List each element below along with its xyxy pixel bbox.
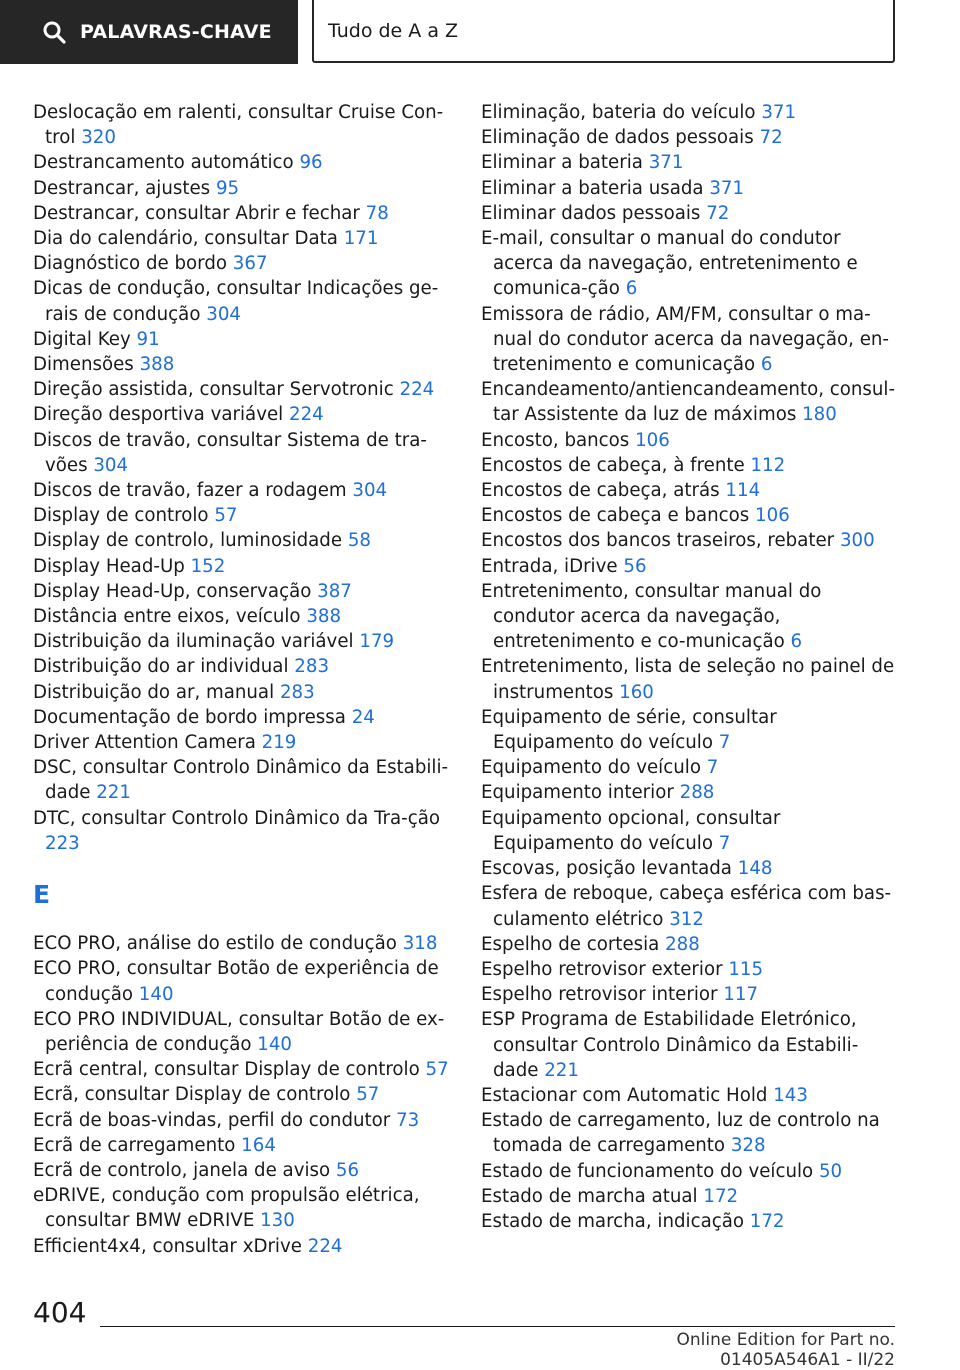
index-entry	[481, 856, 901, 881]
index-entry	[481, 1108, 901, 1158]
entry-text: Encostos de cabeça, atrás	[481, 480, 720, 502]
page-link[interactable]: 112	[750, 454, 786, 476]
index-entry	[481, 226, 901, 302]
index-entry	[481, 1184, 901, 1209]
search-icon	[42, 20, 66, 44]
index-entry	[33, 1183, 453, 1233]
entry-text: Eliminação, bateria do veículo	[481, 102, 756, 123]
index-entry	[481, 478, 901, 503]
page-link[interactable]: 371	[648, 152, 684, 174]
entry-text: Equipamento opcional, consultar Equipamento do veículo	[481, 807, 781, 854]
entry-text: Ecrã central, consultar Display de controlo	[33, 1059, 420, 1081]
index-entry	[481, 1209, 901, 1234]
entry-text: Display de controlo, luminosidade	[33, 530, 343, 552]
page-link[interactable]: 106	[755, 505, 790, 527]
index-entry	[481, 982, 901, 1007]
entry-text: Distribuição do ar individual	[33, 656, 289, 678]
index-entry	[481, 302, 901, 378]
index-entry	[33, 1158, 453, 1183]
index-entry	[33, 1234, 453, 1259]
index-entry	[33, 377, 453, 402]
page-link[interactable]: 24	[351, 706, 375, 728]
index-entry	[33, 226, 453, 251]
page-link[interactable]: 388	[139, 354, 175, 376]
index-entry	[33, 730, 453, 755]
page-link[interactable]: 388	[306, 606, 342, 628]
index-entry	[481, 654, 901, 704]
index-entry	[33, 276, 453, 326]
page-link[interactable]: 312	[669, 908, 704, 930]
page-link[interactable]: 224	[289, 404, 324, 426]
index-entry	[33, 176, 453, 201]
entry-text: Distribuição da iluminação variável	[33, 631, 354, 653]
index-entry	[33, 1108, 453, 1133]
entry-text: ECO PRO INDIVIDUAL, consultar Botão de ex-periência de condução	[33, 1008, 445, 1055]
entry-text: Ecrã, consultar Display de controlo	[33, 1084, 351, 1106]
index-column-right	[481, 100, 901, 1234]
index-entry	[33, 402, 453, 427]
entry-text: Efficient4x4, consultar xDrive	[33, 1235, 302, 1257]
entry-text: Entretenimento, consultar manual do condutor acerca da navegação, entretenimento e co-municação	[481, 580, 822, 653]
index-entry	[33, 755, 453, 805]
entry-text: Espelho de cortesia	[481, 933, 660, 955]
index-entry	[33, 478, 453, 503]
page-link[interactable]: 56	[335, 1159, 360, 1181]
entry-text: Encostos de cabeça, à frente	[481, 454, 745, 476]
index-entry	[481, 201, 901, 226]
index-entry	[33, 554, 453, 579]
page-link[interactable]: 72	[706, 202, 730, 224]
page-link[interactable]: 7	[706, 757, 719, 779]
entry-text: Emissora de rádio, AM/FM, consultar o ma-nual do condutor acerca da navegação, en-tretenimento e comunicação	[481, 303, 889, 376]
page-link[interactable]: 288	[679, 782, 715, 804]
page-link[interactable]: 371	[709, 177, 745, 199]
entry-text: Estacionar com Automatic Hold	[481, 1084, 768, 1106]
page-link[interactable]: 224	[307, 1235, 343, 1257]
index-entry	[481, 1083, 901, 1108]
page-link[interactable]: 50	[818, 1160, 843, 1182]
entry-text: Distância entre eixos, veículo	[33, 606, 301, 628]
entry-text: Equipamento do veículo	[481, 757, 701, 779]
index-entry	[481, 780, 901, 805]
entry-text: Estado de funcionamento do veículo	[481, 1160, 814, 1182]
footer-divider	[100, 1326, 895, 1327]
index-entry	[481, 100, 901, 125]
page-link[interactable]: 318	[402, 933, 438, 955]
entry-text: Discos de travão, consultar Sistema de tra-vões	[33, 429, 427, 476]
page-link[interactable]: 96	[299, 152, 323, 174]
index-entry	[33, 1082, 453, 1107]
index-entry	[33, 1057, 453, 1082]
page-link[interactable]: 172	[703, 1185, 739, 1207]
page-link[interactable]: 148	[737, 858, 773, 880]
entry-text: Espelho retrovisor exterior	[481, 958, 723, 980]
entry-text: Dia do calendário, consultar Data	[33, 228, 338, 250]
entry-text: Eliminar a bateria usada	[481, 177, 704, 199]
page-link[interactable]: 140	[257, 1033, 292, 1055]
index-entry	[481, 806, 901, 856]
entry-text: Destrancamento automático	[33, 152, 294, 174]
entry-text: Driver Attention Camera	[33, 732, 256, 754]
section-letter: E	[33, 880, 51, 910]
entry-text: Distribuição do ar, manual	[33, 681, 275, 703]
entry-text: Encosto, bancos	[481, 429, 630, 451]
index-list-e	[33, 931, 453, 1259]
index-entry	[33, 579, 453, 604]
page-link[interactable]: 300	[839, 530, 875, 552]
page-link[interactable]: 106	[635, 429, 670, 451]
page-link[interactable]: 179	[359, 631, 395, 653]
page-link[interactable]: 56	[623, 555, 647, 577]
index-entry	[33, 806, 453, 856]
page-link[interactable]: 73	[396, 1109, 420, 1131]
entry-text: Deslocação em ralenti, consultar Cruise Con-trol	[33, 102, 444, 149]
page-link[interactable]: 6	[625, 278, 638, 300]
entry-text: Estado de marcha atual	[481, 1185, 698, 1207]
edition-note: Online Edition for Part no. 01405A546A1 - II/22	[676, 1330, 895, 1370]
index-list-e-continued	[481, 100, 901, 1234]
index-entry	[481, 503, 901, 528]
index-entry	[33, 705, 453, 730]
page-link[interactable]: 6	[760, 354, 773, 376]
entry-text: Display de controlo	[33, 505, 209, 527]
entry-text: Diagnóstico de bordo	[33, 253, 227, 275]
entry-text: Eliminação de dados pessoais	[481, 127, 754, 149]
index-entry	[33, 1133, 453, 1158]
page-link[interactable]: 91	[136, 328, 160, 350]
page-link[interactable]: 72	[759, 127, 783, 149]
index-entry	[481, 957, 901, 982]
index-entry	[481, 1159, 901, 1184]
entry-text: DSC, consultar Controlo Dinâmico da Estabili-dade	[33, 757, 449, 804]
index-entry	[481, 1007, 901, 1083]
index-entry	[481, 176, 901, 201]
index-entry	[33, 503, 453, 528]
page-link[interactable]: 130	[260, 1210, 295, 1232]
entry-text: Encostos dos bancos traseiros, rebater	[481, 530, 835, 552]
az-index-tab[interactable]	[312, 0, 895, 63]
index-entry	[481, 755, 901, 780]
index-entry	[33, 1007, 453, 1057]
index-entry	[481, 579, 901, 655]
page-link[interactable]: 57	[425, 1059, 449, 1081]
index-entry	[481, 428, 901, 453]
page-link[interactable]: 152	[190, 555, 226, 577]
entry-text: eDRIVE, condução com propulsão elétrica, consultar BMW eDRIVE	[33, 1185, 420, 1232]
page-link[interactable]: 114	[725, 480, 761, 502]
entry-text: E-mail, consultar o manual do condutor acerca da navegação, entretenimento e comunica-ção	[481, 228, 858, 300]
page-link[interactable]: 140	[138, 983, 174, 1005]
page-link[interactable]: 221	[96, 782, 131, 804]
index-entry	[33, 150, 453, 175]
entry-text: Display Head-Up	[33, 555, 185, 577]
index-entry	[481, 453, 901, 478]
entry-text: Display Head-Up, conservação	[33, 580, 312, 602]
index-column-left	[33, 100, 453, 1259]
page-link[interactable]: 172	[749, 1210, 785, 1232]
index-entry	[33, 654, 453, 679]
az-tab-label: Tudo de A a Z	[328, 19, 459, 42]
entry-text: Equipamento interior	[481, 782, 674, 804]
page-link[interactable]: 304	[206, 303, 241, 325]
index-entry	[481, 150, 901, 175]
index-entry	[481, 932, 901, 957]
index-entry	[33, 956, 453, 1006]
index-entry	[33, 931, 453, 956]
page-link[interactable]: 171	[343, 228, 379, 250]
page-link[interactable]: 7	[718, 832, 731, 854]
entry-text: Entretenimento, lista de seleção no painel de instrumentos	[481, 656, 895, 703]
page-link[interactable]: 223	[45, 832, 80, 854]
index-entry	[33, 428, 453, 478]
page-link[interactable]: 304	[352, 480, 388, 502]
entry-text: Destrancar, ajustes	[33, 177, 211, 199]
entry-text: Ecrã de controlo, janela de aviso	[33, 1159, 331, 1181]
entry-text: Estado de carregamento, luz de controlo na tomada de carregamento	[481, 1110, 880, 1157]
page-number: 404	[33, 1296, 87, 1329]
entry-text: Dicas de condução, consultar Indicações ge-rais de condução	[33, 278, 439, 325]
page-link[interactable]: 221	[544, 1059, 579, 1081]
index-entry	[33, 352, 453, 377]
entry-text: ESP Programa de Estabilidade Eletrónico, consultar Controlo Dinâmico da Estabili-dade	[481, 1009, 859, 1081]
page-link[interactable]: 320	[81, 127, 116, 149]
entry-text: Direção assistida, consultar Servotronic	[33, 379, 394, 401]
entry-text: Entrada, iDrive	[481, 555, 618, 577]
page-link[interactable]: 224	[399, 379, 435, 401]
page-link[interactable]: 164	[241, 1134, 276, 1156]
page-link[interactable]: 57	[214, 505, 238, 527]
entry-text: Dimensões	[33, 354, 134, 376]
page-link[interactable]: 143	[773, 1084, 808, 1106]
index-entry	[33, 629, 453, 654]
index-entry	[481, 528, 901, 553]
page-link[interactable]: 95	[215, 177, 240, 199]
entry-text: Digital Key	[33, 328, 131, 350]
entry-text: Espelho retrovisor interior	[481, 984, 718, 1006]
entry-text: ECO PRO, consultar Botão de experiência de condução	[33, 958, 439, 1005]
entry-text: Ecrã de boas-vindas, perfil do condutor	[33, 1109, 391, 1131]
page-link[interactable]: 219	[261, 732, 297, 754]
entry-text: Esfera de reboque, cabeça esférica com bas-culamento elétrico	[481, 883, 892, 930]
page-link[interactable]: 58	[347, 530, 371, 552]
page-link[interactable]: 117	[723, 984, 759, 1006]
page-link[interactable]: 115	[728, 958, 764, 980]
index-entry	[481, 554, 901, 579]
page-link[interactable]: 371	[761, 102, 797, 123]
entry-text: Eliminar a bateria	[481, 152, 643, 174]
entry-text: Equipamento de série, consultar Equipamento do veículo	[481, 706, 777, 754]
entry-text: Escovas, posição levantada	[481, 858, 732, 880]
index-entry	[33, 327, 453, 352]
top-navigation	[0, 0, 960, 66]
page-link[interactable]: 180	[802, 404, 837, 426]
entry-text: ECO PRO, análise do estilo de condução	[33, 933, 397, 955]
index-entry	[481, 377, 901, 427]
index-entry	[33, 680, 453, 705]
index-list-d	[33, 100, 453, 856]
entry-text: Documentação de bordo impressa	[33, 706, 346, 728]
page-link[interactable]: 283	[279, 681, 315, 703]
index-entry	[481, 125, 901, 150]
page-link[interactable]: 283	[294, 656, 330, 678]
index-entry	[481, 705, 901, 755]
entry-text: Discos de travão, fazer a rodagem	[33, 480, 347, 502]
page-link[interactable]: 160	[619, 681, 654, 703]
index-entry	[481, 881, 901, 931]
page-link[interactable]: 304	[93, 454, 129, 476]
entry-text: Encandeamento/antiencandeamento, consul-tar Assistente da luz de máximos	[481, 379, 896, 426]
page-link[interactable]: 288	[665, 933, 700, 955]
entry-text: DTC, consultar Controlo Dinâmico da Tra-ção	[33, 807, 440, 829]
keywords-button[interactable]	[0, 0, 298, 64]
index-entry	[33, 251, 453, 276]
entry-text: Encostos de cabeça e bancos	[481, 505, 750, 527]
page-link[interactable]: 367	[232, 253, 268, 275]
entry-text: Eliminar dados pessoais	[481, 202, 701, 224]
entry-text: Estado de marcha, indicação	[481, 1210, 744, 1232]
index-entry	[33, 528, 453, 553]
page-link[interactable]: 6	[790, 631, 803, 653]
index-entry	[33, 604, 453, 629]
page-link[interactable]: 57	[356, 1084, 380, 1106]
index-entry	[33, 100, 453, 150]
page-link[interactable]: 387	[317, 580, 352, 602]
index-entry	[33, 201, 453, 226]
entry-text: Ecrã de carregamento	[33, 1134, 236, 1156]
entry-text: Direção desportiva variável	[33, 404, 284, 426]
entry-text: Destrancar, consultar Abrir e fechar	[33, 202, 360, 224]
page-link[interactable]: 328	[730, 1135, 766, 1157]
page-link[interactable]: 78	[365, 202, 389, 224]
keywords-label: PALAVRAS-CHAVE	[80, 21, 272, 43]
page-link[interactable]: 7	[718, 732, 731, 754]
